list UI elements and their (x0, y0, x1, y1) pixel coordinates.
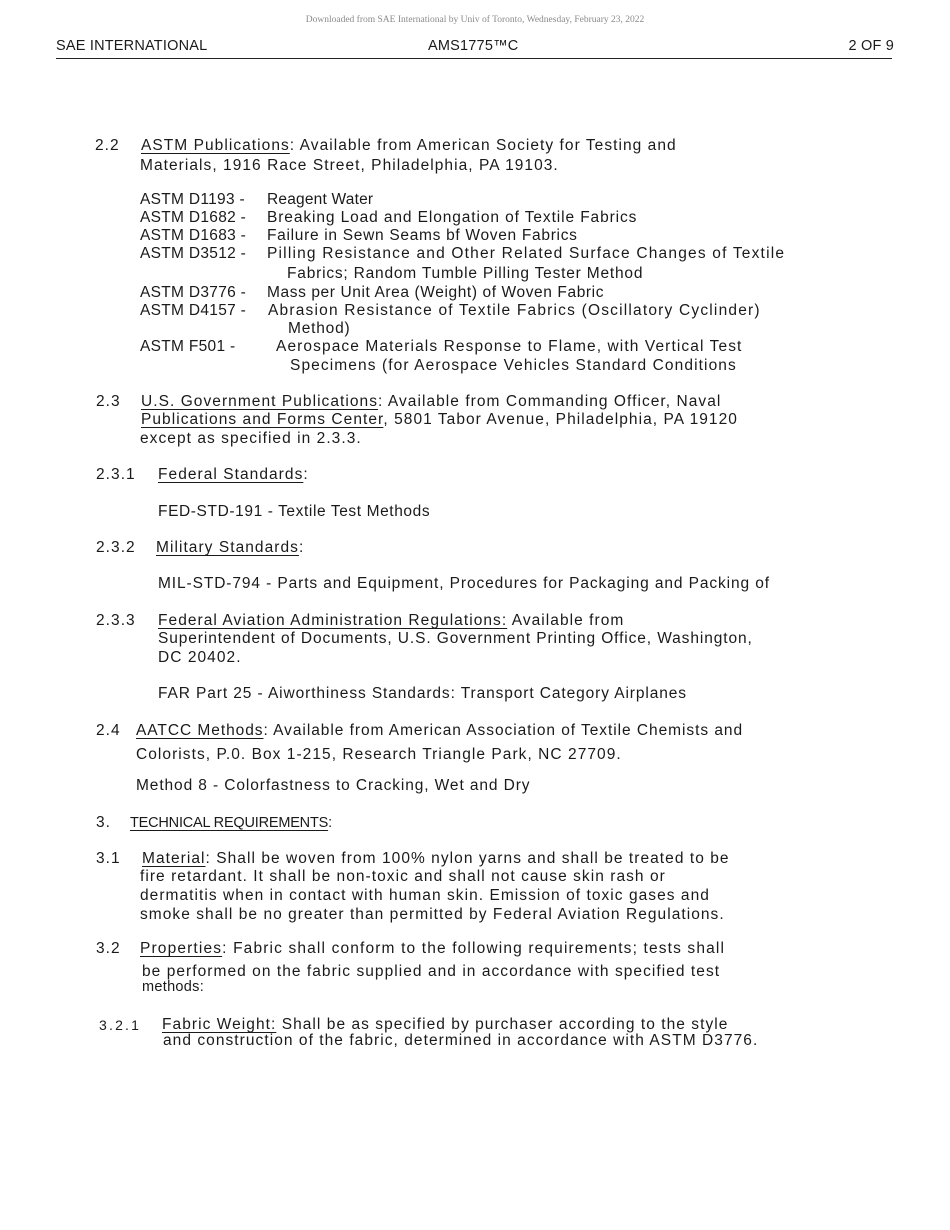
section-title: U.S. Government Publications (141, 393, 379, 410)
section-number: 2.2 (95, 137, 120, 154)
reference-description: Reagent Water (267, 191, 374, 208)
download-notice: Downloaded from SAE International by Univ of Toronto, Wednesday, February 23, 2022 (305, 15, 645, 25)
section-2-4-heading (136, 722, 743, 740)
section-text (141, 411, 738, 429)
reference-code: ASTM D3512 - (140, 245, 247, 262)
reference-code: ASTM D1193 - (140, 191, 245, 208)
section-3-heading (130, 815, 332, 831)
section-2-3-1-heading (158, 466, 309, 484)
reference-code: ASTM D3776 - (140, 284, 247, 301)
header-document-number: AMS1775™C (428, 38, 519, 54)
section-title: Properties (140, 940, 223, 957)
reference-code: ASTM D4157 - (140, 302, 247, 319)
reference-item: MIL-STD-794 - Parts and Equipment, Procedures for Packaging and Packing of (158, 575, 770, 592)
section-text: methods: (142, 979, 205, 995)
section-3-2-heading (140, 940, 725, 958)
section-text: , 5801 Tabor Avenue, Philadelphia, PA 19120 (383, 411, 738, 428)
section-text: : (303, 466, 309, 483)
reference-item: Method 8 - Colorfastness to Cracking, Wet and Dry (136, 777, 531, 794)
section-title: Fabric Weight: (162, 1016, 277, 1033)
section-text: : Available from American Society for Testing and (289, 137, 677, 154)
section-text: Materials, 1916 Race Street, Philadelphia, PA 19103. (140, 157, 559, 174)
header-rule (56, 58, 892, 59)
reference-description-continued: Specimens (for Aerospace Vehicles Standard Conditions (290, 357, 737, 374)
section-text: Shall be as specified by purchaser according to the style (276, 1016, 729, 1033)
section-title: ASTM Publications (141, 137, 290, 154)
section-text: dermatitis when in contact with human skin. Emission of toxic gases and (140, 887, 710, 904)
section-number: 2.3.1 (96, 466, 136, 483)
reference-description-continued: Method) (288, 320, 351, 337)
reference-description: Failure in Sewn Seams bf Woven Fabrics (267, 227, 578, 244)
reference-item: FED-STD-191 - Textile Test Methods (158, 503, 431, 520)
reference-code: ASTM D1682 - (140, 209, 247, 226)
section-text: Superintendent of Documents, U.S. Government Printing Office, Washington, (158, 630, 753, 647)
reference-description: Breaking Load and Elongation of Textile Fabrics (267, 209, 638, 226)
section-text: : Available from Commanding Officer, Naval (378, 393, 722, 410)
section-title: Military Standards (156, 539, 299, 556)
reference-description: Mass per Unit Area (Weight) of Woven Fabric (267, 284, 605, 301)
section-title: TECHNICAL REQUIREMENTS (130, 815, 329, 831)
section-2-3-heading (141, 393, 721, 411)
reference-code: ASTM D1683 - (140, 227, 247, 244)
reference-description: Pilling Resistance and Other Related Surface Changes of Textile (267, 245, 786, 262)
header-page-number: 2 OF 9 (848, 38, 894, 54)
reference-code: ASTM F501 - (140, 338, 236, 355)
section-text: Colorists, P.0. Box 1-215, Research Triangle Park, NC 27709. (136, 746, 622, 763)
underlined-text: Publications and Forms Center (141, 411, 384, 428)
section-text: : Shall be woven from 100% nylon yarns and shall be treated to be (205, 850, 730, 867)
section-text: Available from (507, 612, 625, 629)
section-3-1-heading (142, 850, 730, 868)
section-2-3-2-heading (156, 539, 304, 557)
reference-description: Aerospace Materials Response to Flame, with Vertical Test (276, 338, 743, 355)
section-number: 3. (96, 814, 111, 831)
section-text: : Fabric shall conform to the following requirements; tests shall (222, 940, 726, 957)
section-text: : Available from American Association of Textile Chemists and (263, 722, 744, 739)
section-number: 2.3.3 (96, 612, 136, 629)
section-2-3-3-heading (158, 612, 624, 630)
section-text: fire retardant. It shall be non-toxic and shall not cause skin rash or (140, 868, 666, 885)
reference-description-continued: Fabrics; Random Tumble Pilling Tester Method (287, 265, 644, 282)
section-2-2-heading (141, 137, 677, 155)
section-text: and construction of the fabric, determined in accordance with ASTM D3776. (163, 1032, 759, 1049)
section-text: : (298, 539, 305, 556)
section-text: : (328, 815, 332, 831)
section-title: Material (142, 850, 206, 867)
reference-item: FAR Part 25 - Aiworthiness Standards: Transport Category Airplanes (158, 685, 687, 702)
section-number: 2.3.2 (96, 539, 136, 556)
section-text: except as specified in 2.3.3. (140, 430, 362, 447)
section-title: Federal Aviation Administration Regulations: (158, 612, 508, 629)
reference-description: Abrasion Resistance of Textile Fabrics (Oscillatory Cyclinder) (268, 302, 761, 319)
section-text: be performed on the fabric supplied and in accordance with specified test (142, 963, 721, 980)
header-organization: SAE INTERNATIONAL (56, 38, 208, 54)
section-text: smoke shall be no greater than permitted by Federal Aviation Regulations. (140, 906, 725, 923)
section-title: Federal Standards (158, 466, 304, 483)
section-number: 3.1 (96, 850, 121, 867)
section-number: 2.4 (96, 722, 121, 739)
section-text: DC 20402. (158, 649, 242, 666)
section-number: 3.2.1 (99, 1017, 142, 1033)
section-title: AATCC Methods (136, 722, 264, 739)
section-number: 2.3 (96, 393, 121, 410)
section-number: 3.2 (96, 940, 121, 957)
